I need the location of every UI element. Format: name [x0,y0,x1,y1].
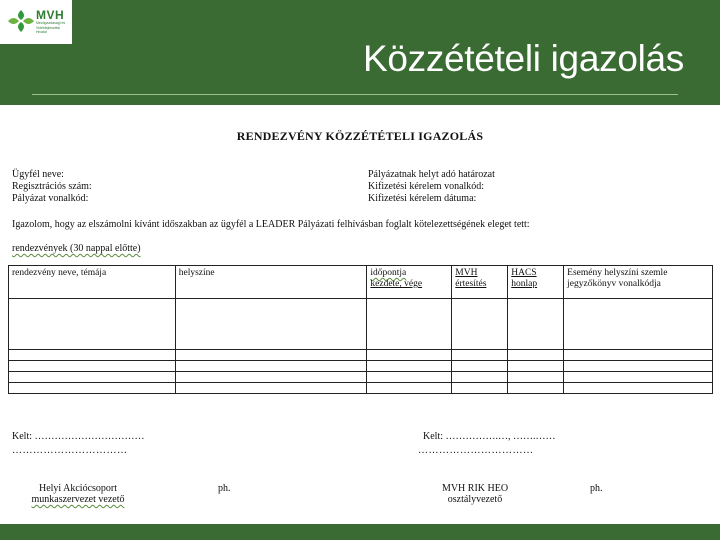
events-table [8,265,713,394]
leaf-cross-icon [6,8,36,34]
stamp-mark-right: ph. [590,483,603,494]
logo-subtitle: Mezőgazdasági és Vidékfejlesztési Hivatal [36,21,66,34]
table-row [9,350,713,361]
table-row [9,383,713,394]
signature-dots-right: …………………………… [418,445,534,456]
col-date-line1: időpontja [370,268,407,278]
col-place: helyszíne [175,266,367,299]
field-payment-barcode: Kifizetési kérelem vonalkód: [368,181,485,192]
title-divider [32,94,678,95]
col-hacs-line2: honlap [511,279,538,289]
slide-header [0,0,720,105]
stamp-mark-left: ph. [218,483,231,494]
signature-block-right [420,483,530,505]
col-date [367,266,452,299]
col-mvh-line2: értesítés [455,279,487,289]
col-mvh [452,266,508,299]
col-hacs-line1: HACS [511,268,537,278]
field-client-name: Ügyfél neve: [12,169,64,180]
col-mvh-line1: MVH [455,268,478,278]
signature-right-title: osztályvezető [447,494,503,505]
payment-fields [368,169,495,205]
signature-left-role: Helyi Akciócsoport [38,483,118,494]
table-row [9,361,713,372]
mvh-logo [0,0,72,44]
field-payment-date: Kifizetési kérelem dátuma: [368,193,477,204]
logo-text: MVH [36,8,65,22]
document-scan [0,105,720,524]
field-registration-number: Regisztrációs szám: [12,181,92,192]
field-application-barcode: Pályázat vonalkód: [12,193,89,204]
col-report: Esemény helyszíni szemle jegyzőkönyv vonalkódja [564,266,713,299]
table-row [9,372,713,383]
signature-left-title: munkaszervezet vezető [31,494,125,505]
col-date-line2: kezdete, vége [370,279,423,289]
slide-title: Közzétételi igazolás [362,38,684,79]
document-heading: RENDEZVÉNY KÖZZÉTÉTELI IGAZOLÁS [236,129,484,143]
signature-right-role: MVH RIK HEO [441,483,509,494]
date-line-right: Kelt: …………….…, …….…… [423,431,556,442]
date-line-left: Kelt: …………………………… [12,431,145,442]
table-header-row [9,266,713,299]
certification-statement: Igazolom, hogy az elszámolni kívánt időszakban az ügyfél a LEADER Pályázati felhívásban foglalt kötelezettségének eleget tett: [12,219,530,230]
slide-footer [0,524,720,540]
client-fields [12,169,92,205]
col-hacs [508,266,564,299]
signature-dots-left: …………………………… [12,445,128,456]
signature-block-left [18,483,138,505]
events-note: rendezvények (30 nappal előtte) [12,243,141,254]
table-row [9,299,713,350]
col-event-name: rendezvény neve, témája [9,266,176,299]
field-resolution: Pályázatnak helyt adó határozat [368,169,495,180]
